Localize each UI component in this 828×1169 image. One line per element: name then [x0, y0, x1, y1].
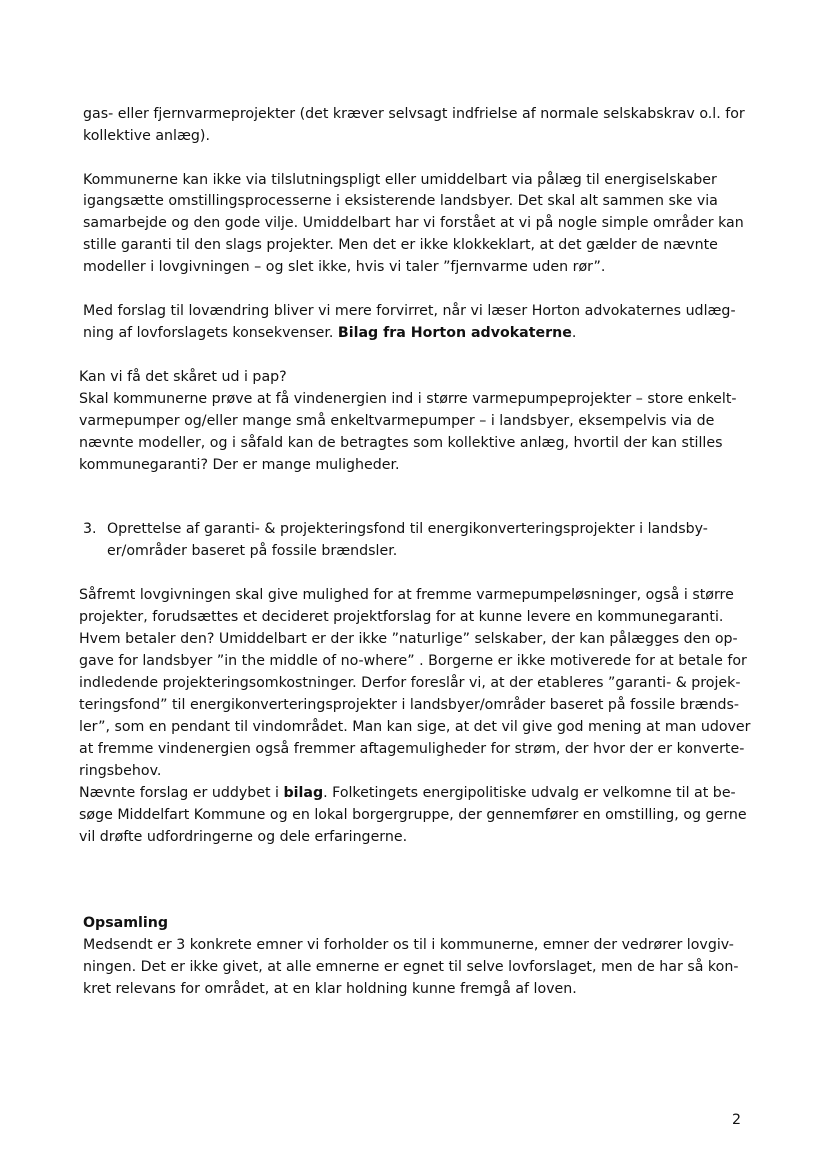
body-text-line: at fremme vindenergien også fremmer aftagemuligheder for strøm, der hvor der er konverte-: [79, 741, 745, 757]
section-heading: er/områder baseret på fossile brændsler.: [107, 543, 398, 559]
body-text-line: nævnte modeller, og i såfald kan de betragtes som kollektive anlæg, hvortil der kan stilles: [79, 435, 723, 451]
body-text-line: ler”, som en pendant til vindområdet. Man kan sige, at det vil give god mening at man udover: [79, 719, 751, 735]
body-text-line: Kommunerne kan ikke via tilslutningspligt eller umiddelbart via pålæg til energiselskaber: [83, 172, 717, 188]
body-text-line: Med forslag til lovændring bliver vi mere forvirret, når vi læser Horton advokaternes udlæg-: [83, 303, 736, 319]
text-span: ning af lovforslagets konsekvenser.: [83, 325, 338, 341]
text-span: . Folketingets energipolitiske udvalg er velkomne til at be-: [323, 785, 736, 801]
question-line: Kan vi få det skåret ud i pap?: [79, 369, 287, 385]
body-text-line: kommunegaranti? Der er mange muligheder.: [79, 457, 400, 473]
body-text-line: stille garanti til den slags projekter. Men det er ikke klokkeklart, at det gælder de nævnte: [83, 237, 718, 253]
body-text-line: teringsfond” til energikonverteringsprojekter i landsbyer/områder baseret på fossile brænds-: [79, 697, 739, 713]
summary-heading: Opsamling: [83, 915, 169, 931]
body-text-line: projekter, forudsættes et decideret projektforslag for at kunne levere en kommunegaranti.: [79, 609, 724, 625]
body-text-line: ringsbehov.: [79, 763, 162, 779]
section-heading: Oprettelse af garanti- & projekteringsfond til energikonverteringsprojekter i landsby-: [107, 521, 708, 537]
attachment-reference: bilag: [283, 785, 324, 801]
body-text-line: kollektive anlæg).: [83, 128, 210, 144]
body-text-line: Skal kommunerne prøve at få vindenergien ind i større varmepumpeprojekter – store enkelt-: [79, 391, 737, 407]
section-number: 3.: [83, 521, 97, 537]
body-text-line: gave for landsbyer ”in the middle of no-where” . Borgerne er ikke motiverede for at betale for: [79, 653, 747, 669]
body-text-line: [79, 784, 736, 802]
body-text-line: varmepumper og/eller mange små enkeltvarmepumper – i landsbyer, eksempelvis via de: [79, 413, 715, 429]
body-text-line: vil drøfte udfordringerne og dele erfaringerne.: [79, 829, 408, 845]
body-text-line: Medsendt er 3 konkrete emner vi forholder os til i kommunerne, emner der vedrører lovgiv-: [83, 937, 734, 953]
body-text-line: ningen. Det er ikke givet, at alle emnerne er egnet til selve lovforslaget, men de har så kon-: [83, 959, 739, 975]
body-text-line: modeller i lovgivningen – og slet ikke, hvis vi taler ”fjernvarme uden rør”.: [83, 259, 606, 275]
text-span: Nævnte forslag er uddybet i: [79, 785, 284, 801]
body-text-line: [83, 324, 576, 342]
body-text-line: Hvem betaler den? Umiddelbart er der ikke ”naturlige” selskaber, der kan pålægges den op-: [79, 631, 738, 647]
body-text-line: igangsætte omstillingsprocesserne i eksisterende landsbyer. Det skal alt sammen ske via: [83, 193, 718, 209]
page-number: 2: [732, 1112, 742, 1128]
body-text-line: gas- eller fjernvarmeprojekter (det kræver selvsagt indfrielse af normale selskabskrav o.l. for: [83, 106, 745, 122]
body-text-line: kret relevans for området, at en klar holdning kunne fremgå af loven.: [83, 981, 577, 997]
body-text-line: Såfremt lovgivningen skal give mulighed for at fremme varmepumpeløsninger, også i større: [79, 587, 734, 603]
body-text-line: indledende projekteringsomkostninger. Derfor foreslår vi, at der etableres ”garanti- & projek-: [79, 675, 741, 691]
body-text-line: samarbejde og den gode vilje. Umiddelbart har vi forstået at vi på nogle simple områder kan: [83, 215, 744, 231]
body-text-line: søge Middelfart Kommune og en lokal borgergruppe, der gennemfører en omstilling, og gerne: [79, 807, 747, 823]
attachment-reference: Bilag fra Horton advokaterne: [337, 325, 572, 341]
text-span: .: [571, 325, 577, 341]
